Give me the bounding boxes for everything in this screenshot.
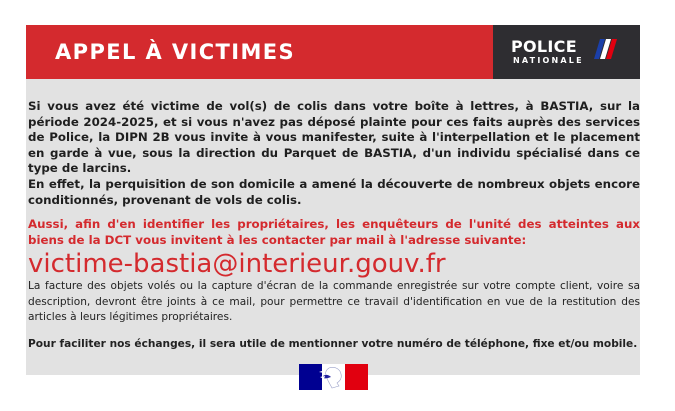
attachments-instructions: La facture des objets volés ou la capture d'écran de la commande enregistrée sur votre compte client, voire sa description, devront être joints à ce mail, pour permettre ce travail d'identification en vue de la restitution des articles à leurs légitimes propriétaires.	[28, 280, 640, 324]
page-title: APPEL À VICTIMES	[55, 40, 296, 64]
appeal-card	[26, 25, 640, 375]
intro-paragraph	[28, 99, 640, 208]
contact-email-link[interactable]: victime-bastia@interieur.gouv.fr	[28, 249, 446, 280]
logo-text-police: POLICE	[511, 37, 577, 56]
tricolor-flag-icon	[592, 39, 618, 59]
logo-text-nationale: NATIONALE	[513, 56, 584, 65]
appeal-body	[28, 99, 640, 352]
phone-instructions: Pour faciliter nos échanges, il sera utile de mentionner votre numéro de téléphone, fixe et/ou mobile.	[28, 337, 638, 350]
police-nationale-logo	[493, 25, 640, 79]
marianne-logo-icon	[299, 364, 368, 390]
intro-text: Si vous avez été victime de vol(s) de colis dans votre boîte à lettres, à BASTIA, sur la période 2024-2025, et si vous n'avez pas déposé plainte pour ces faits auprès des services de Police, la DIPN 2B vous invite à vous manifester, suite à l'interpellation et le placement en garde à vue, sous la direction du Parquet de BASTIA, d'un individu spécialisé dans ce type de larcins.	[28, 99, 640, 176]
contact-request-text: Aussi, afin d'en identifier les propriétaires, les enquêteurs de l'unité des atteintes aux biens de la DCT vous invitent à les contacter par mail à l'adresse suivante:	[28, 217, 640, 247]
search-result-text: En effet, la perquisition de son domicile a amené la découverte de nombreux objets encore conditionnés, provenant de vols de colis.	[28, 176, 640, 207]
header-banner	[26, 25, 640, 79]
